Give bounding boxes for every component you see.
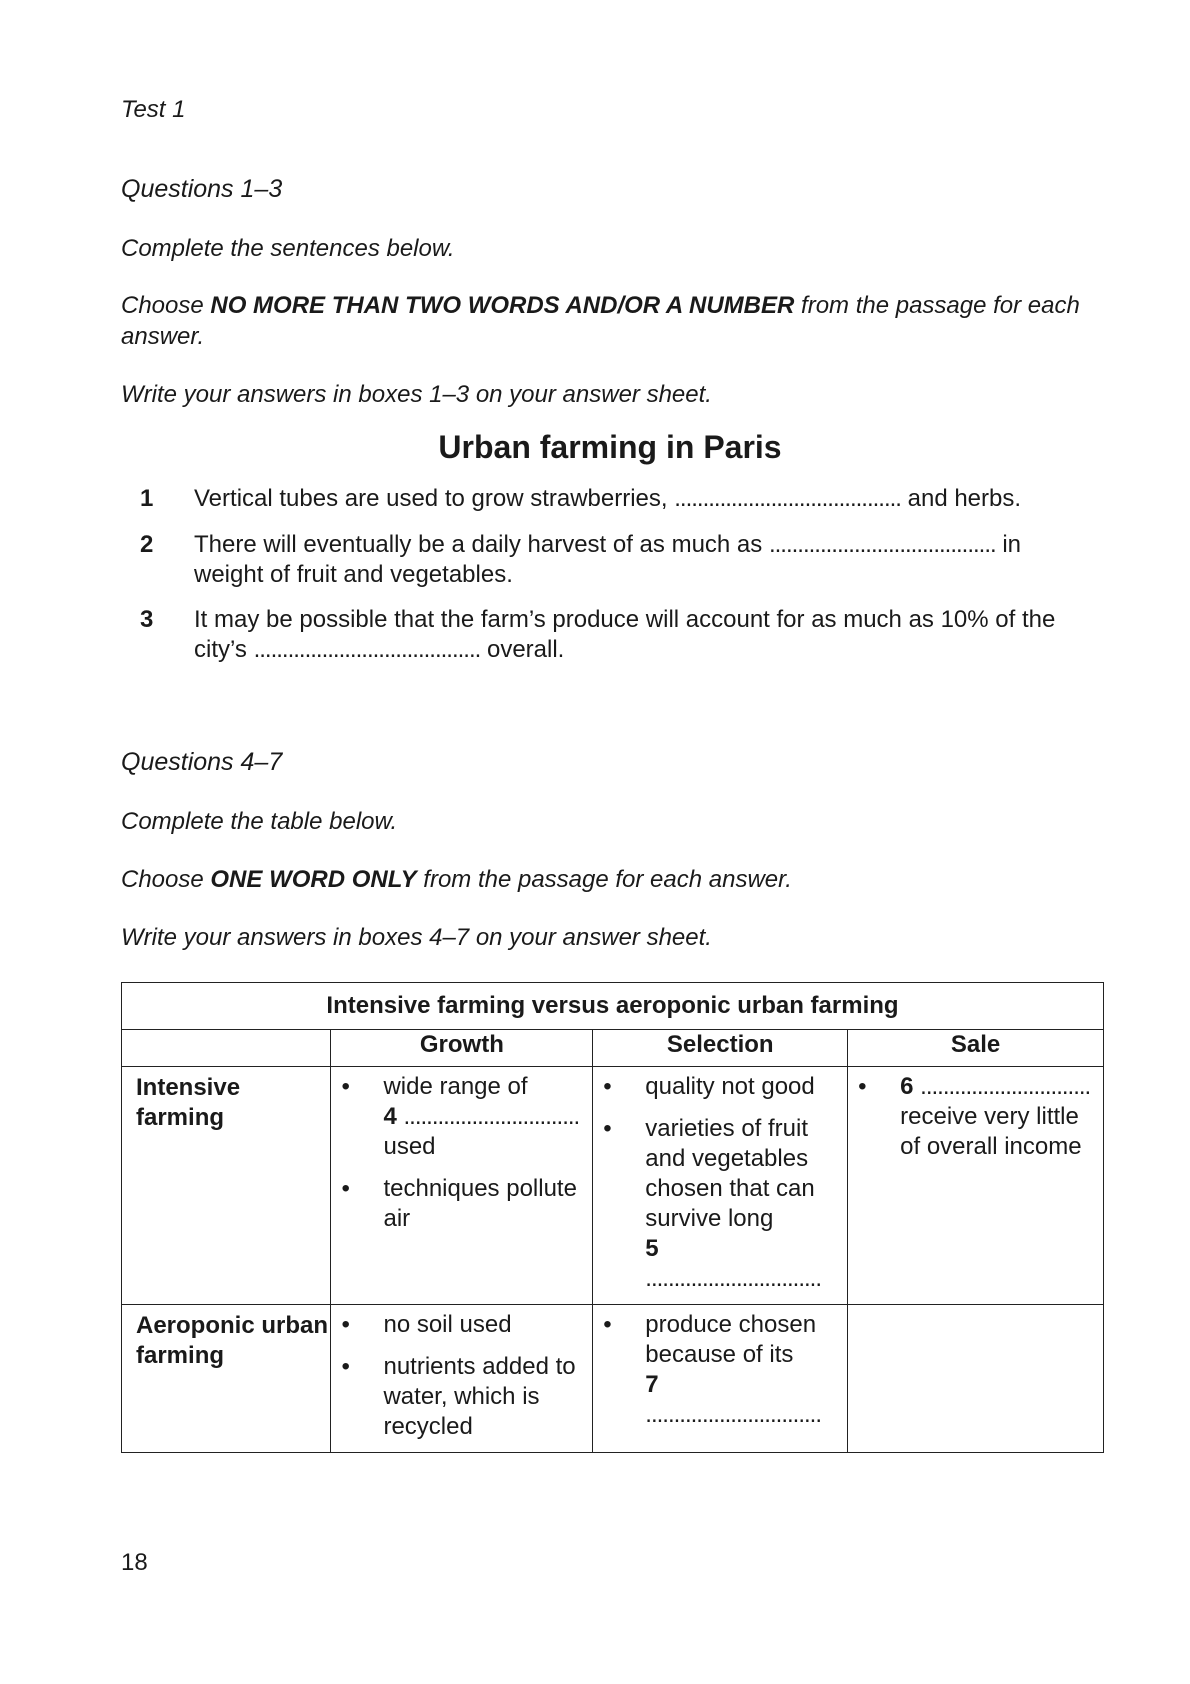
section2-heading: Questions 4–7 [121,748,283,776]
list-item: • nutrients added to water, which is recycled [341,1352,584,1442]
list-item: • quality not good [603,1072,839,1102]
row-label-aeroponic: Aeroponic urban farming [122,1305,331,1453]
section2-instruction2: Choose ONE WORD ONLY from the passage for each answer. [121,866,792,893]
gap-number-5: 5 [645,1235,659,1262]
table-row [122,1305,1104,1453]
section2-instruction1: Complete the table below. [121,808,398,835]
answer-gap-1[interactable]: ........................................ [674,485,901,512]
table-caption: Intensive farming versus aeroponic urban farming [122,983,1104,1030]
section1-instruction1: Complete the sentences below. [121,235,455,262]
gap-number-4: 4 [383,1103,397,1130]
page: Test 1 Questions 1–3 Complete the sentences below. Choose NO MORE THAN TWO WORDS AND/OR A NUMBER from the passage for each answer. Write your answers in boxes 1–3 on your answer sheet. Urban farming in Paris 1 Vertical tubes are used to grow strawberries, ........................................ and herbs. 2 There will eventually be a daily harvest of as much as ........................................ in weight of fruit and vegetables. 3 It may be possible that the farm’s produce will account for as much as 10% of the city’s ........................................ overall. Questions 4–7 Complete the table below. Choose ONE WORD ONLY from the passage for each answer. Write your answers in boxes 4–7 on your answer sheet. Intensive farming versus aeroponic urban farming Growth Selection Sale Intensive farming • wide range of 4 ............................... used • techniques pollute air • quality not good • varieties of fruit and vegetables chosen that can survive long 5 ............................... • 6 .............................. receive very little of overall income Aeroponic urban farming • no soil used • nutrients added to water, which is recycled • produce chosen because of its 7 ............................... 18 [0,0,1190,1684]
section2-word-limit: ONE WORD ONLY [210,866,417,893]
column-header-growth: Growth [331,1030,593,1067]
gap-number-7: 7 [645,1371,659,1398]
list-item: • produce chosen because of its 7 ............................... [603,1310,839,1430]
gap-number-6: 6 [900,1073,914,1100]
section1-word-limit: NO MORE THAN TWO WORDS AND/OR A NUMBER [210,292,795,319]
cell-intensive-selection [593,1067,848,1305]
section1-instruction2: Choose NO MORE THAN TWO WORDS AND/OR A NUMBER from the passage for each answer. [121,292,1080,350]
section1-instruction3: Write your answers in boxes 1–3 on your answer sheet. [121,381,712,408]
section1-heading: Questions 1–3 [121,175,283,203]
row-label-intensive: Intensive farming [122,1067,331,1305]
column-header-empty [122,1030,331,1067]
answer-gap-7[interactable]: ............................... [645,1401,821,1428]
table-header-row [122,1030,1104,1067]
comparison-table [121,982,1104,1453]
summary-title: Urban farming in Paris [438,429,782,465]
table-row [122,1067,1104,1305]
column-header-selection: Selection [593,1030,848,1067]
cell-intensive-sale [848,1067,1104,1305]
column-header-sale: Sale [848,1030,1104,1067]
question-number: 1 [140,485,154,512]
test-label: Test 1 [121,96,186,123]
section2-instruction3: Write your answers in boxes 4–7 on your answer sheet. [121,924,712,951]
answer-gap-3[interactable]: ........................................ [253,636,481,663]
answer-gap-6[interactable]: .............................. [920,1073,1091,1100]
question-number: 3 [140,606,154,633]
page-number: 18 [121,1549,148,1576]
answer-gap-5[interactable]: ............................... [645,1265,821,1292]
cell-aeroponic-sale [848,1305,1104,1453]
list-item: • no soil used [341,1310,584,1340]
cell-intensive-growth [331,1067,593,1305]
list-item: • wide range of 4 ............................... used [341,1072,584,1162]
list-item: • varieties of fruit and vegetables chosen that can survive long 5 ............................... [603,1114,839,1294]
question-number: 2 [140,531,154,558]
list-item: • techniques pollute air [341,1174,584,1234]
answer-gap-4[interactable]: ............................... [403,1103,580,1130]
list-item: • 6 .............................. receive very little of overall income [858,1072,1095,1162]
answer-gap-2[interactable]: ........................................ [768,531,996,558]
cell-aeroponic-selection [593,1305,848,1453]
cell-aeroponic-growth [331,1305,593,1453]
